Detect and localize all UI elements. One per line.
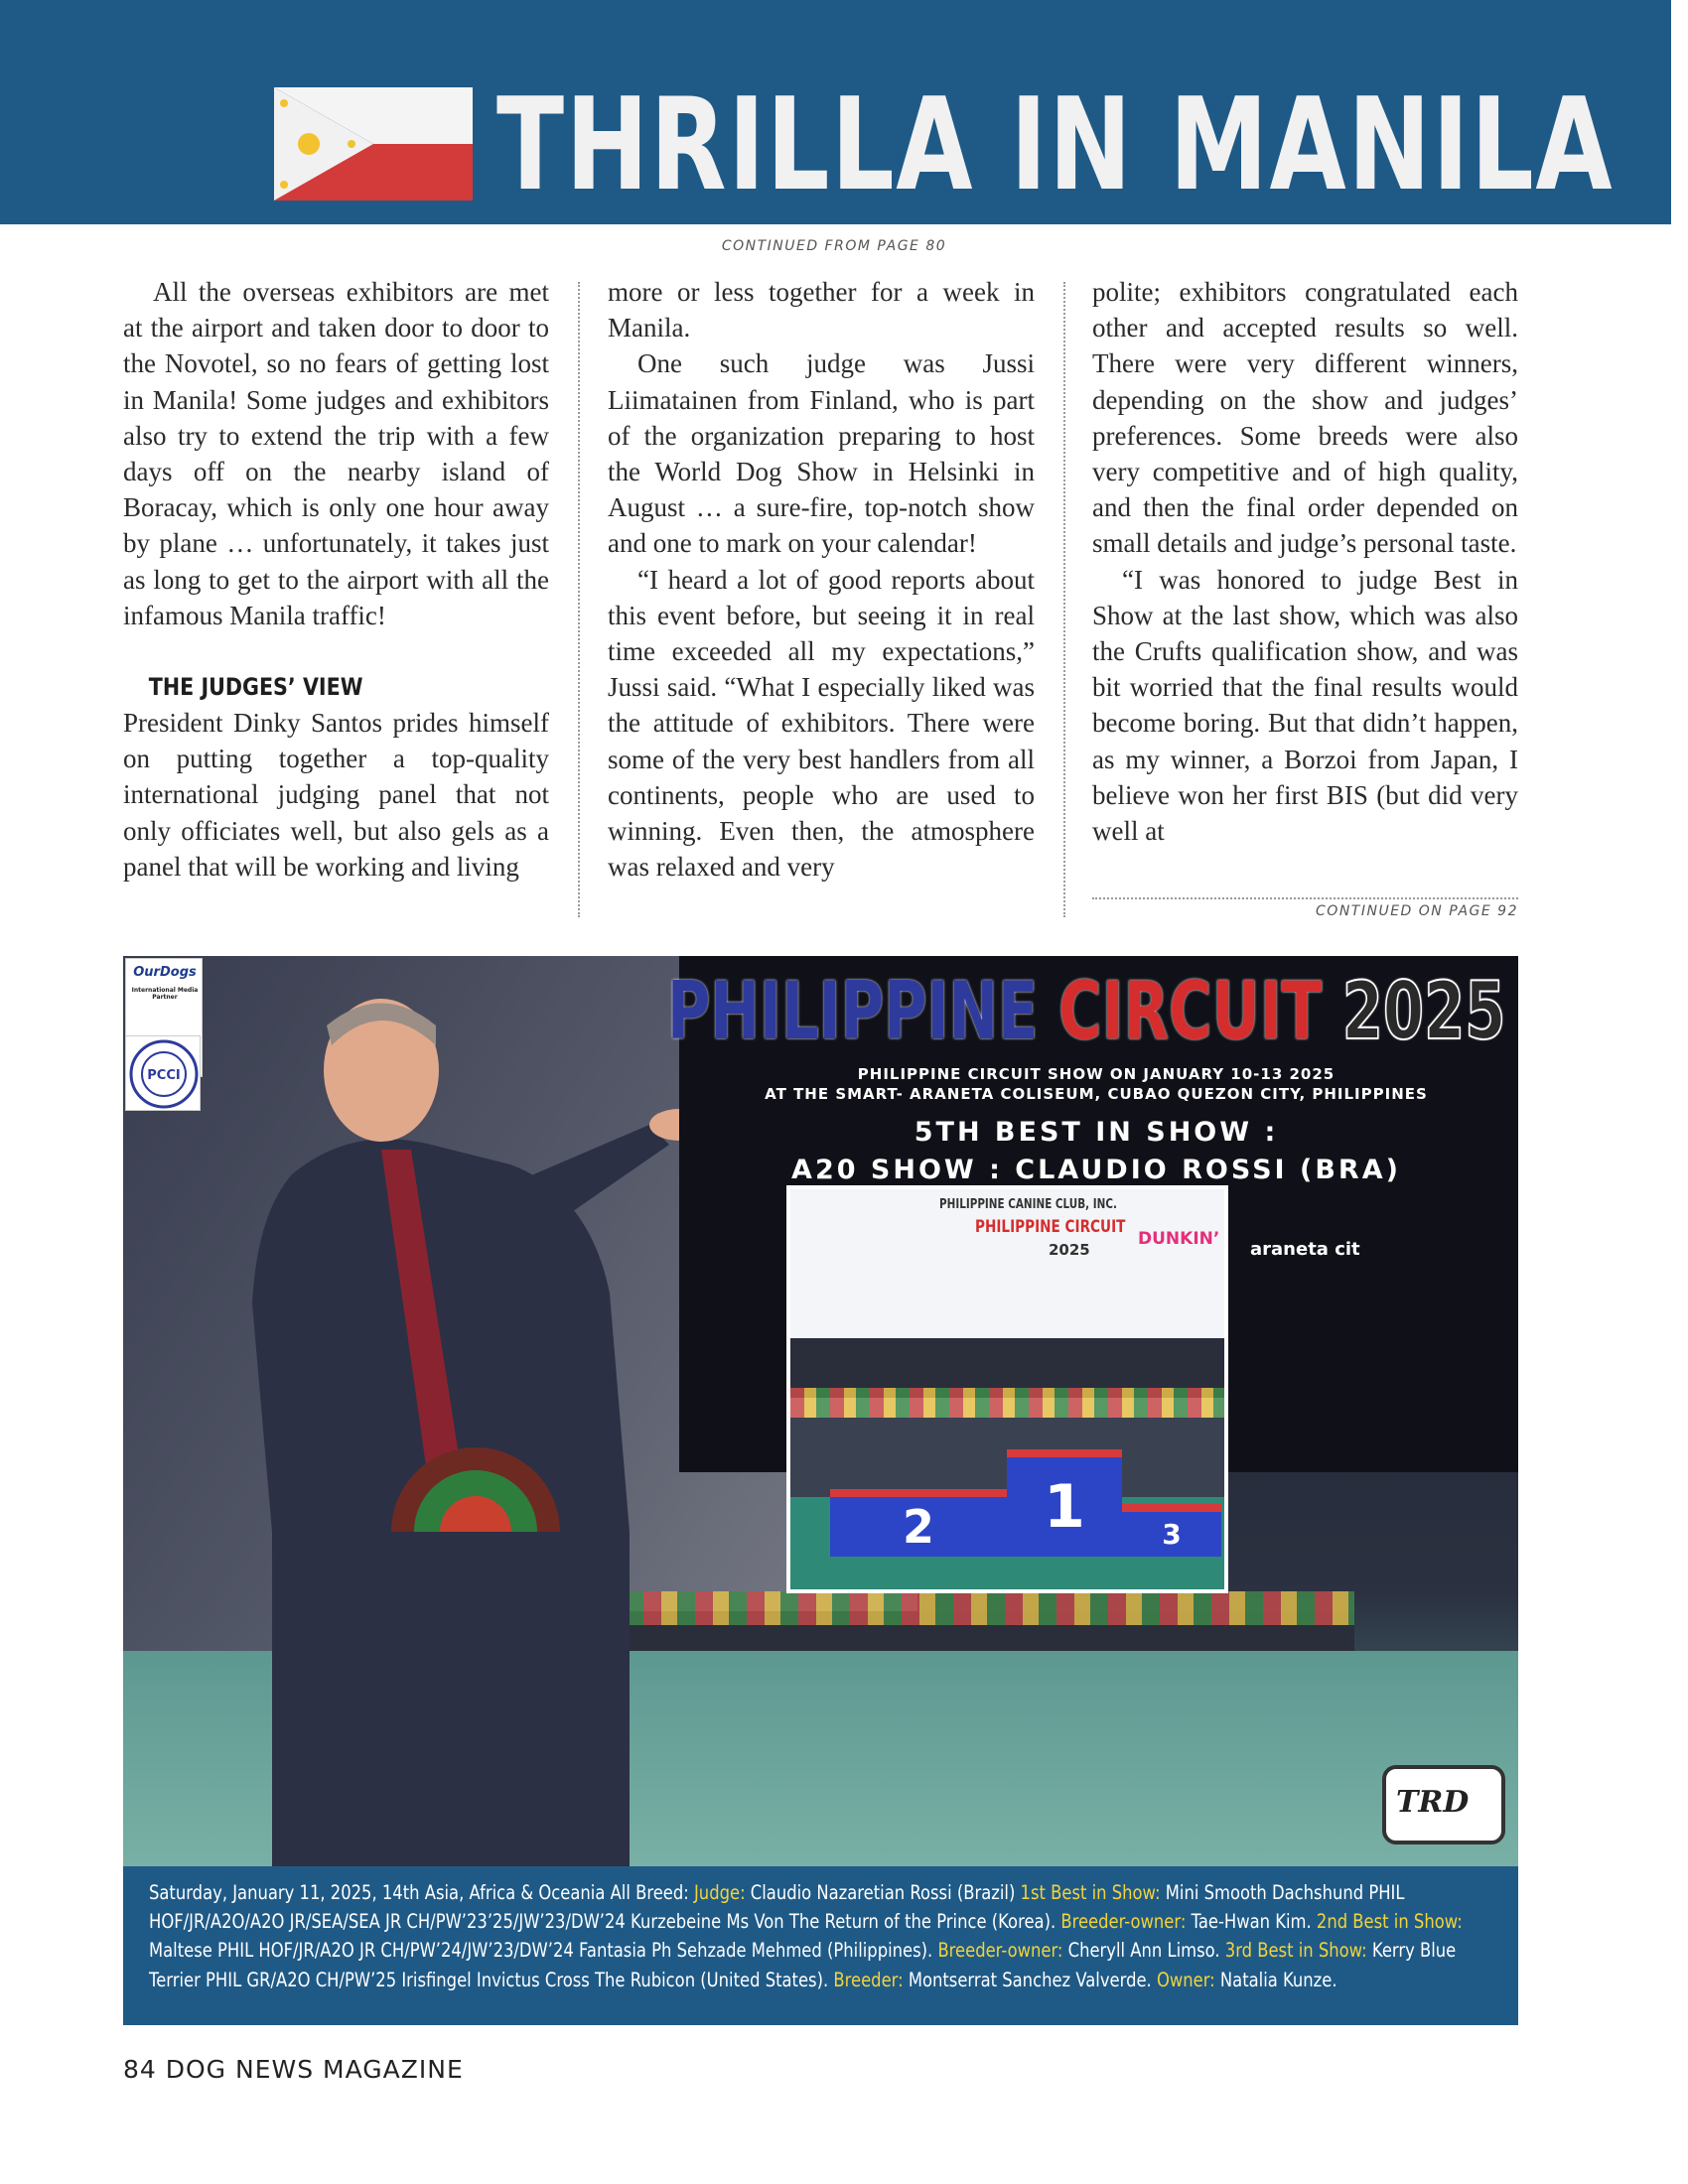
continued-on-label: CONTINUED ON PAGE 92 xyxy=(1316,903,1518,919)
photo-caption xyxy=(123,1866,1518,2025)
title-banner xyxy=(0,0,1671,224)
inset-club-name: PHILIPPINE CANINE CLUB, INC. xyxy=(939,1197,1117,1212)
photographer-logo xyxy=(1382,1765,1505,1844)
circuit-title-part: PHILIPPINE xyxy=(667,965,1039,1057)
continued-from-label: CONTINUED FROM PAGE 80 xyxy=(721,238,947,254)
arena-sign: araneta cit xyxy=(1250,1239,1360,1260)
philippines-flag-icon xyxy=(274,87,473,201)
podium-second: 2 xyxy=(830,1497,1007,1557)
caption-text: Montserrat Sanchez Valverde. xyxy=(903,1968,1157,1991)
podium-inset-photo xyxy=(786,1185,1228,1593)
podium-first: 1 xyxy=(1007,1457,1122,1557)
article-column-3 xyxy=(1092,274,1518,880)
continued-divider xyxy=(1092,897,1518,899)
circuit-title-part: CIRCUIT xyxy=(1058,965,1323,1057)
article-paragraph: One such judge was Jussi Liimatainen from Finland, who is part of the organization preparing to host the World Dog Show in Helsinki in August … a sure-fire, top-notch show and one to mark on your calendar! xyxy=(608,348,1035,559)
judge-figure xyxy=(212,976,679,1866)
pcci-seal-text: PCCI xyxy=(147,1068,181,1083)
caption-text: Cheryll Ann Limso. xyxy=(1062,1939,1225,1963)
article-paragraph: polite; exhibitors congratulated each other and accepted results so well. There were very different winners, depending on the show and judges’ preferences. Some breeds were also very competitive and of high quality, and then the final order depended on small details and judge’s personal taste. xyxy=(1092,277,1518,559)
podium-third: 3 xyxy=(1122,1512,1221,1557)
caption-label: Breeder: xyxy=(833,1968,904,1991)
best-in-show-photo xyxy=(123,956,1518,1866)
article-paragraph: All the overseas exhibitors are met at the airport and taken door to door to the Novotel, so no fears of getting lost in Manila! Some judges and exhibitors also try to extend the trip with a few days off on the nearby island of Boracay, which is only one hour away by plane … unfortunately, it takes just as long to get to the airport with all the infamous Manila traffic! xyxy=(123,277,549,630)
section-subhead: THE JUDGES’ VIEW xyxy=(148,673,363,702)
article-column-1 xyxy=(123,274,549,921)
page-title: THRILLA IN MANILA xyxy=(496,71,1615,219)
pcci-seal xyxy=(125,1035,201,1111)
caption-text: Natalia Kunze. xyxy=(1214,1968,1337,1991)
inset-sponsor: DUNKIN’ xyxy=(1138,1229,1220,1249)
show-dates: PHILIPPINE CIRCUIT SHOW ON JANUARY 10-13 2025 xyxy=(857,1065,1336,1083)
pcci-seal-icon xyxy=(126,1036,202,1112)
article-paragraph: “I was honored to judge Best in Show at the last show, which was also the Crufts qualification show, and was bit worried that the final results would become boring. But that didn’t happen, as my winner, a Borzoi from Japan, I believe won her first BIS (but did very well at xyxy=(1092,564,1518,847)
circuit-title xyxy=(667,964,1506,1059)
column-divider xyxy=(578,282,580,917)
article-paragraph: “I heard a lot of good reports about this event before, but seeing it in real time exceeded all my expectations,” Jussi said. “What I especially liked was the attitude of exhibitors. There were some of the very best handlers from all continents, people who are used to winning. Even then, the atmosphere was relaxed and very xyxy=(608,564,1035,883)
caption-label: Judge: xyxy=(693,1881,746,1904)
caption-label: 1st Best in Show: xyxy=(1020,1881,1161,1904)
caption-label: Owner: xyxy=(1156,1968,1215,1991)
caption-text: Saturday, January 11, 2025, 14th Asia, Africa & Oceania All Breed: xyxy=(149,1881,694,1904)
caption-label: Breeder-owner: xyxy=(1060,1910,1187,1934)
show-venue: AT THE SMART- ARANETA COLISEUM, CUBAO QUEZON CITY, PHILIPPINES xyxy=(765,1085,1428,1103)
caption-text: Maltese PHIL HOF/JR/A2O JR CH/PW’24/JW’23/DW’24 Fantasia Ph Sehzade Mehmed (Philippines). xyxy=(149,1939,938,1963)
article-paragraph: President Dinky Santos prides himself on putting together a top-quality international judging panel that not only officiates well, but also gels as a panel that will be working and living xyxy=(123,708,549,882)
column-divider xyxy=(1063,282,1065,917)
caption-label: 2nd Best in Show: xyxy=(1316,1910,1463,1934)
caption-text: Claudio Nazaretian Rossi (Brazil) xyxy=(745,1881,1021,1904)
inset-circuit-name: PHILIPPINE CIRCUIT xyxy=(975,1217,1126,1237)
inset-year: 2025 xyxy=(1049,1241,1090,1259)
photographer-logo-text: TRD xyxy=(1396,1785,1470,1820)
ourdogs-logo-subtitle: International Media Partner xyxy=(131,987,199,1001)
caption-text: Kerry Blue Terrier PHIL GR/A2O CH/PW’25 Irisfingel Invictus Cross The Rubicon (United States). xyxy=(149,1939,1457,1991)
ourdogs-logo-text: OurDogs xyxy=(133,965,197,980)
bis-judge: A20 SHOW : CLAUDIO ROSSI (BRA) xyxy=(791,1155,1401,1185)
caption-label: 3rd Best in Show: xyxy=(1224,1939,1367,1963)
page-footer: 84 DOG NEWS MAGAZINE xyxy=(123,2055,464,2084)
bis-heading: 5TH BEST IN SHOW : xyxy=(914,1117,1279,1148)
caption-text: Tae-Hwan Kim. xyxy=(1186,1910,1317,1934)
caption-text: Mini Smooth Dachshund PHIL HOF/JR/A2O/A2O JR/SEA/SEA JR CH/PW’23’25/JW’23/DW’24 Kurzebeine Ms Von The Return of the Prince (Korea). xyxy=(149,1881,1405,1934)
circuit-title-year: 2025 xyxy=(1341,965,1506,1057)
inset-flowers xyxy=(790,1388,1224,1418)
article-column-2 xyxy=(608,274,1035,921)
article-paragraph: more or less together for a week in Manila. xyxy=(608,277,1035,343)
caption-label: Breeder-owner: xyxy=(937,1939,1063,1963)
